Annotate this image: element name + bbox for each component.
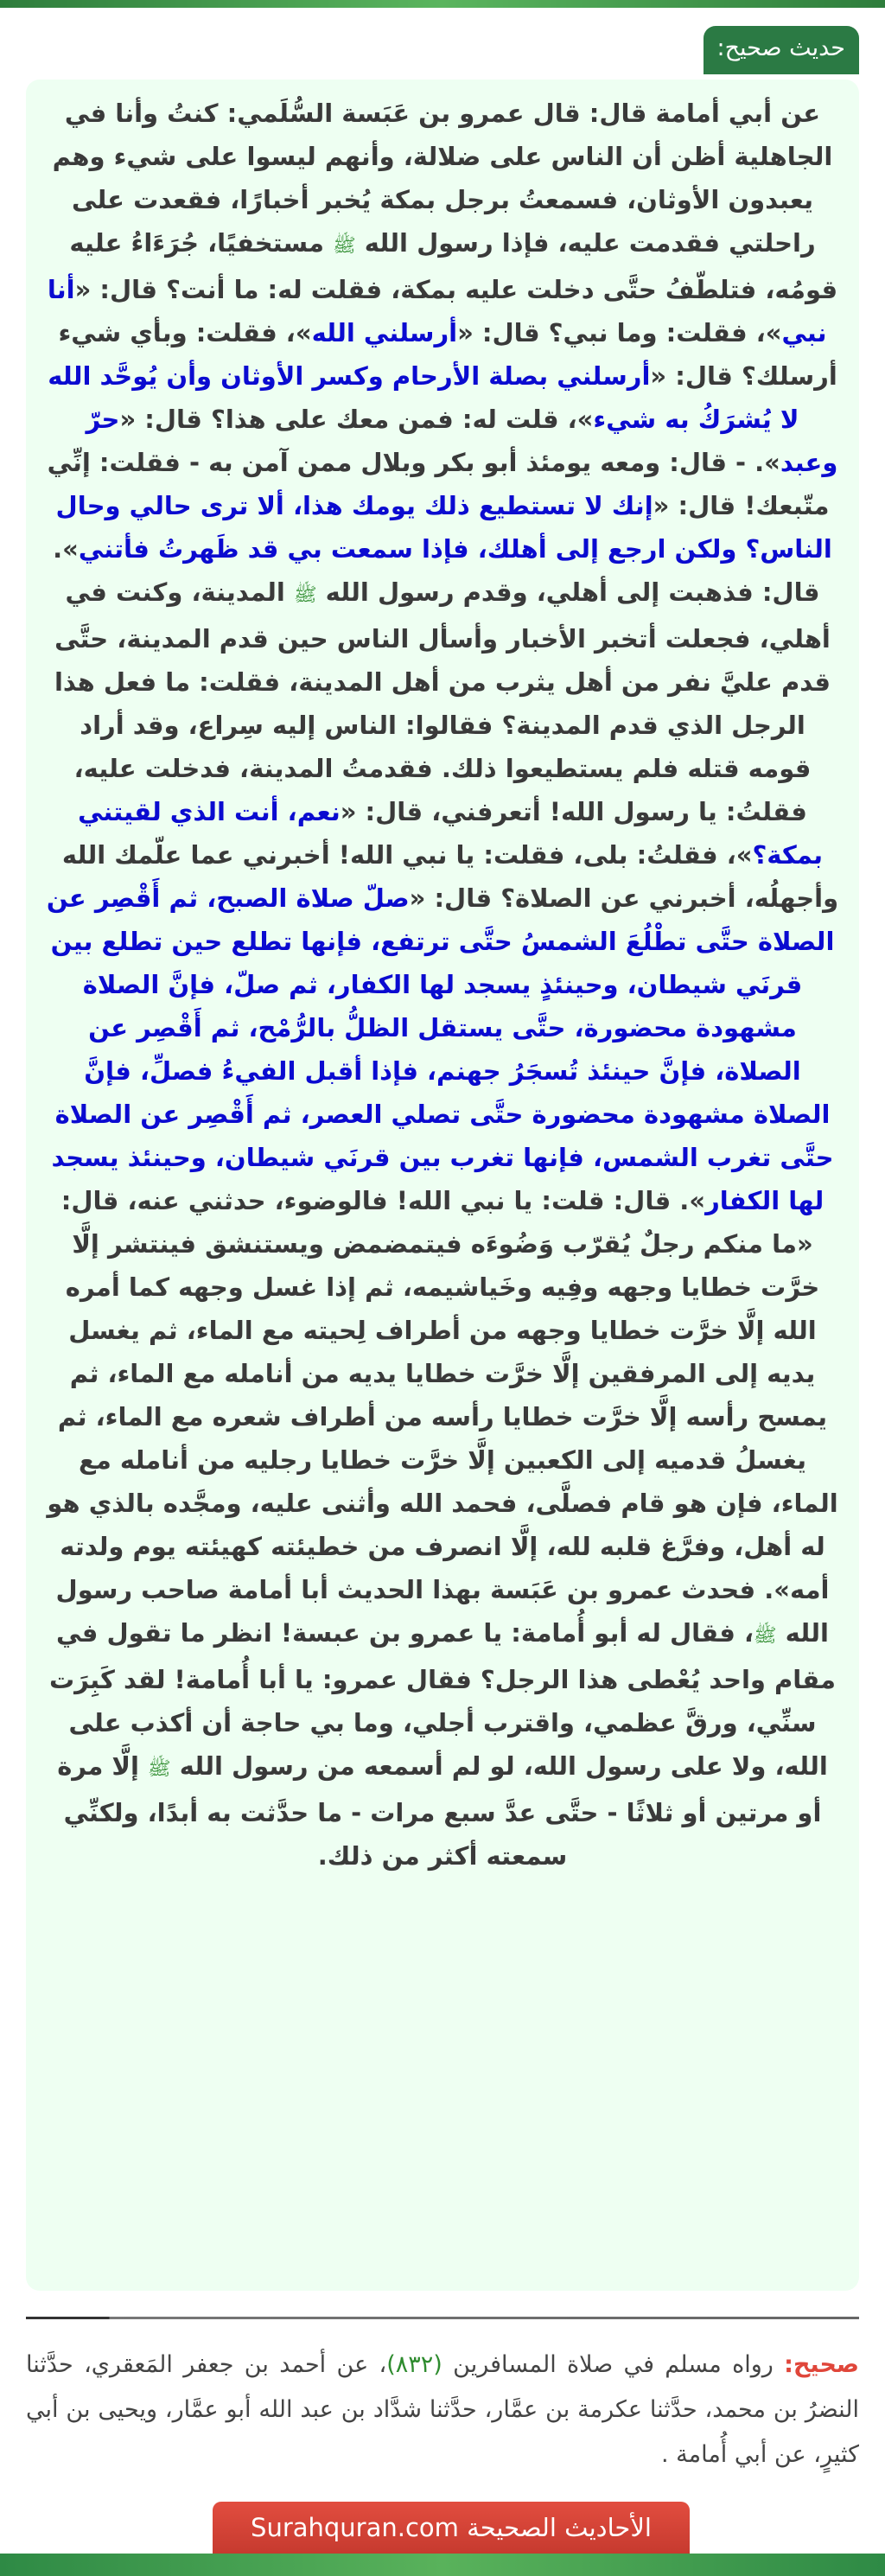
prophet-quote: صلّ صلاة الصبح، ثم أَقْصِر عن الصلاة حتَّى تطْلُعَ الشمسُ حتَّى ترتفع، فإنها تطلع حين تطلع بين قرنَي شيطان، وحينئذٍ يسجد لها الكفار، ثم صلّ، فإنَّ الصلاة مشهودة محضورة، حتَّى يستقل الظلُّ بالرُّمْح، ثم أَقْصِر عن الصلاة، فإنَّ حينئذ تُسجَرُ جهنم، فإذا أقبل الفيءُ فصلِّ، فإنَّ الصلاة مشهودة محضورة حتَّى تصلي العصر، ثم أَقْصِر عن الصلاة حتَّى تغرب الشمس، فإنها تغرب بين قرنَي شيطان، وحينئذ يسجد لها الكفار — [46, 883, 835, 1215]
hadith-text: ». قال: قلت: يا نبي الله! فالوضوء، حدثني عنه، قال: «ما منكم رجلٌ يُقرّب وَضُوءَه فيتمضمض ويستنشق فينتشر إلَّا خرَّت خطايا وجهه وفِيه وخَياشيمه، ثم إذا غسل وجهه كما أمره الله إلَّا خرَّت خطايا وجهه من أطراف لِحيته مع الماء، ثم يغسل يديه إلى المرفقين إلَّا خرَّت خطايا يديه من أنامله مع الماء، ثم يمسح رأسه إلَّا خرَّت خطايا رأسه من أطراف شعره مع الماء، ثم يغسلُ قدميه إلى الكعبين إلَّا خرَّت خطايا رجليه من أنامله مع الماء، فإن هو قام فصلَّى، فحمد الله وأثنى عليه، ومجَّده بالذي هو له أهل، وفرَّغ قلبه لله، إلَّا انصرف من خطيئته كهيئته يوم ولدته أمه». فحدث عمرو بن عَبَسة بهذا الحديث أبا أمامة صاحب رسول الله — [47, 1186, 838, 1648]
prophet-quote: حرّ وعبد — [86, 405, 838, 477]
section-divider — [26, 2317, 859, 2319]
hadith-text: »، قلت له: فمن معك على هذا؟ قال: « — [119, 405, 594, 434]
prophet-quote: أرسلني بصلة الأرحام وكسر الأوثان وأن يُوحَّد الله لا يُشرَكُ به شيء — [48, 361, 799, 434]
hadith-text: مستخفيًا، جُرَءَاءُ عليه قومُه، فتلطّفُ حتَّى دخلت عليه بمكة، فقلت له: ما أنت؟ قال: « — [69, 228, 838, 304]
hadith-text: »، فقلتُ: بلى، فقلت: يا نبي الله! أخبرني عما علّمك الله وأجهلُه، أخبرني عن الصلاة؟ قال: « — [61, 840, 839, 913]
citation-text: رواه مسلم في صلاة المسافرين — [442, 2351, 785, 2378]
hadith-text: المدينة، وكنت في أهلي، فجعلت أتخبر الأخبار وأسأل الناس حين قدم المدينة، حتَّى قدم عليَّ نفر من أهل يثرب من أهل المدينة، فقلت: ما فعل هذا الرجل الذي قدم المدينة؟ فقالوا: الناس إليه سِراع، وقد أراد قومه قتله فلم يستطيعوا ذلك. فقدمتُ المدينة، فدخلت عليه، فقلتُ: يا رسول الله! أتعرفني، قال: « — [54, 577, 831, 826]
hadith-text: عن أبي أمامة قال: قال عمرو بن عَبَسة السُّلَمي: كنتُ وأنا في الجاهلية أظن أن الناس على ضلالة، وأنهم ليسوا على شيء وهم يعبدون الأوثان، فسمعتُ برجل بمكة يُخبر أخبارًا، فقعدت على راحلتي فقدمت عليه، فإذا رسول الله — [52, 99, 833, 258]
bottom-decorative-bar — [0, 2554, 885, 2576]
prophet-quote: نعم، أنت الذي لقيتني بمكة؟ — [78, 797, 824, 870]
grade-label: صحيح: — [784, 2351, 859, 2378]
hadith-text: ». قال: فذهبت إلى أهلي، وقدم رسول الله — [53, 534, 820, 607]
hadith-number: (٨٣٢) — [386, 2351, 442, 2378]
hadith-text: »، فقلت: وما نبي؟ قال: « — [457, 318, 782, 348]
prophet-quote: إنك لا تستطيع ذلك يومك هذا، ألا ترى حالي وحال الناس؟ ولكن ارجع إلى أهلك، فإذا سمعت بي قد ظَهرتُ فأتني — [55, 491, 832, 564]
salawat-icon: ﷺ — [148, 1758, 171, 1780]
hadith-text-box — [26, 80, 859, 2291]
top-decorative-bar — [0, 0, 885, 8]
site-link-badge[interactable]: الأحاديث الصحيحة Surahquran.com — [213, 2502, 690, 2554]
salawat-icon: ﷺ — [333, 235, 356, 257]
prophet-quote: أنا نبي — [47, 275, 827, 348]
source-citation — [26, 2343, 859, 2477]
salawat-icon: ﷺ — [754, 1625, 777, 1647]
prophet-quote: أرسلني الله — [311, 318, 458, 348]
hadith-text: ، فقال له أبو أُمامة: يا عمرو بن عبسة! انظر ما تقول في مقام واحد يُعْطى هذا الرجل؟ فقال عمرو: يا أبا أُمامة! لقد كَبِرَت سنِّي، ورقَّ عظمي، واقترب أجلي، وما بي حاجة أن أكذب على الله، ولا على رسول الله، لو لم أسمعه من رسول الله — [48, 1618, 837, 1781]
hadith-grade-label: حديث صحيح: — [704, 26, 860, 74]
citation-text: ، عن أحمد بن جعفر المَعقري، حدَّثنا النضرُ بن محمد، حدَّثنا عكرمة بن عمَّار، حدَّثنا شدَّاد بن عبد الله أبو عمَّار، ويحيى بن أبي كثيرٍ، عن أبي أُمامة . — [26, 2351, 859, 2468]
hadith-text: ». - قال: ومعه يومئذ أبو بكر وبلال ممن آمن به - فقلت: إنِّي متّبعك! قال: « — [47, 448, 830, 520]
hadith-text: »، فقلت: وبأي شيء أرسلك؟ قال: « — [58, 318, 837, 391]
hadith-text: إلَّا مرة أو مرتين أو ثلاثًا - حتَّى عدَّ سبع مرات - ما حدَّثت به أبدًا، ولكنِّي سمعته أكثر من ذلك. — [57, 1751, 822, 1871]
salawat-icon: ﷺ — [293, 584, 317, 606]
